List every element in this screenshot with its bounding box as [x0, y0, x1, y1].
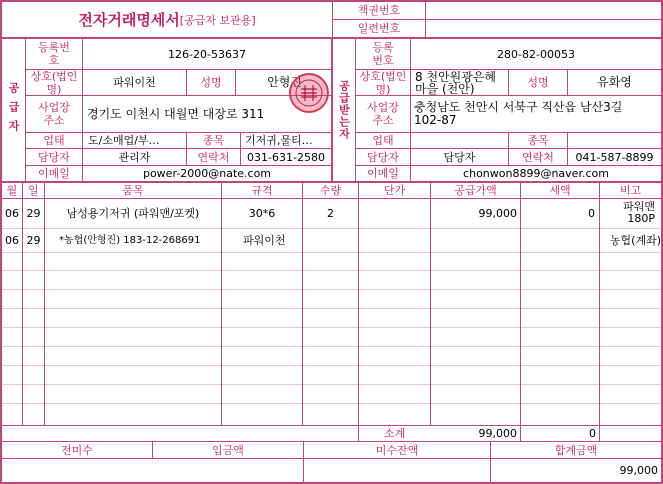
receiver-reg-no-label-text: 등록번호	[372, 41, 394, 67]
receiver-address-label	[356, 96, 410, 132]
supplier-company: 파워이천	[113, 76, 156, 89]
receiver-side-text: 공급받는자	[337, 80, 351, 140]
receiver-manager-label: 담당자	[367, 150, 399, 164]
supplier-address-label-text: 사업장주소	[38, 101, 70, 127]
row-spec: 30*6	[248, 207, 276, 220]
prev-balance-value	[2, 459, 298, 482]
row-day: 29	[26, 207, 41, 220]
book-no-value	[430, 2, 660, 19]
table-row	[2, 199, 661, 228]
supplier-address: 경기도 이천시 대월면 대장로 311	[87, 106, 265, 121]
subtotal-label: 소계	[383, 427, 406, 440]
supplier-company-label-text: 상호(법인명)	[30, 69, 78, 96]
table-row	[2, 229, 661, 252]
row-month: 06	[5, 207, 19, 220]
row-day: 29	[26, 234, 41, 247]
receiver-company	[415, 71, 507, 95]
supplier-item: 기저귀,물티…	[245, 134, 313, 147]
total-value: 99,000	[619, 464, 658, 477]
row-supply	[431, 229, 517, 252]
col-header-item: 품목	[122, 184, 144, 197]
receiver-name: 유화영	[597, 75, 632, 89]
row-unit-price	[359, 199, 427, 228]
row-item-name: 남성용기저귀 (파워맨/포켓)	[66, 207, 200, 220]
row-tax	[521, 229, 595, 252]
supplier-item-label: 종목	[202, 134, 225, 147]
col-header-tax: 세액	[549, 184, 571, 197]
supplier-side-label	[2, 39, 25, 181]
receiver-company-label-text: 상호(법인명)	[359, 69, 407, 96]
serial-no-value	[430, 20, 660, 37]
supplier-reg-no-label: 등록번호	[38, 41, 70, 67]
receiver-name-label: 성명	[527, 76, 549, 89]
document-title	[2, 2, 332, 37]
supplier-biz-type-label: 업태	[43, 134, 65, 147]
row-tax: 0	[588, 207, 595, 220]
row-qty	[303, 229, 358, 252]
supplier-company-label	[26, 70, 82, 95]
row-note-line1: 파워맨	[623, 201, 655, 213]
subtotal-tax: 0	[589, 427, 596, 440]
supplier-manager-label: 담당자	[38, 150, 70, 164]
receiver-address-line2: 102-87	[414, 113, 457, 127]
supplier-email: power-2000@nate.com	[142, 167, 272, 180]
row-supply: 99,000	[478, 207, 517, 220]
row-note-line2: 180P	[627, 212, 655, 225]
supplier-biz-type: 도/소매업/부…	[88, 134, 160, 147]
row-qty: 2	[327, 207, 334, 220]
receiver-contact: 041-587-8899	[575, 150, 654, 164]
prev-balance-label: 전미수	[61, 443, 93, 457]
supplier-reg-no: 126-20-53637	[168, 47, 246, 61]
receiver-company-line2: 마을 (천안)	[415, 82, 475, 95]
col-header-unit-price: 단가	[383, 184, 406, 197]
receiver-reg-no-label	[356, 40, 410, 68]
row-unit-price	[359, 229, 427, 252]
supplier-contact: 031-631-2580	[247, 150, 325, 164]
seal-pattern-icon	[291, 75, 327, 111]
receiver-email-label: 이메일	[367, 167, 399, 180]
col-header-day: 일	[28, 184, 39, 197]
receiver-item-label: 종목	[527, 134, 549, 147]
col-header-month: 월	[6, 184, 18, 197]
receiver-side-label	[333, 39, 355, 181]
supplier-address-label	[26, 96, 82, 132]
supplier-email-label: 이메일	[38, 167, 70, 180]
receiver-biz-type-label: 업태	[372, 134, 394, 147]
subtitle-text: [공급자 보관용]	[179, 13, 256, 27]
receiver-email: chonwon8899@naver.com	[463, 167, 609, 180]
row-spec: 파워이천	[243, 234, 286, 247]
total-label: 합계금액	[554, 443, 598, 457]
row-item-name: *농협(안형진) 183-12-268691	[59, 235, 201, 246]
unpaid-label: 미수잔액	[375, 443, 419, 457]
title-text: 전자거래명세서	[78, 11, 180, 29]
col-header-note: 비고	[619, 184, 642, 197]
supplier-manager: 관리자	[118, 150, 151, 164]
col-header-spec: 규격	[251, 184, 273, 197]
book-no-label: 책권번호	[357, 4, 401, 17]
receiver-contact-label: 연락처	[522, 150, 554, 164]
row-note	[600, 201, 661, 228]
paid-label: 입금액	[212, 443, 244, 457]
unpaid-value	[304, 459, 486, 482]
supplier-name-label: 성명	[200, 76, 222, 89]
receiver-company-line1: 8 천안원광은혜	[415, 71, 497, 84]
subtotal-supply: 99,000	[478, 427, 517, 440]
supplier-contact-label: 연락처	[197, 150, 230, 164]
receiver-reg-no: 280-82-00053	[497, 47, 575, 61]
company-seal-icon	[289, 73, 329, 113]
receiver-address	[414, 101, 660, 131]
receiver-address-line1: 충청남도 천안시 서북구 직산읍 남산3길	[414, 101, 623, 114]
row-note: 농협(계좌)	[609, 234, 661, 247]
col-header-supply: 공급가액	[454, 184, 497, 197]
receiver-biz-type	[414, 133, 507, 148]
supplier-name: 안형진	[267, 75, 302, 89]
row-month: 06	[5, 234, 19, 247]
serial-no-label: 일련번호	[357, 22, 401, 35]
receiver-item	[570, 133, 660, 148]
receiver-manager: 담당자	[443, 150, 476, 164]
supplier-side-text: 공급자	[7, 81, 20, 139]
receiver-address-label-text: 사업장주소	[367, 101, 399, 127]
receiver-company-label	[356, 70, 410, 95]
col-header-qty: 수량	[319, 184, 342, 197]
